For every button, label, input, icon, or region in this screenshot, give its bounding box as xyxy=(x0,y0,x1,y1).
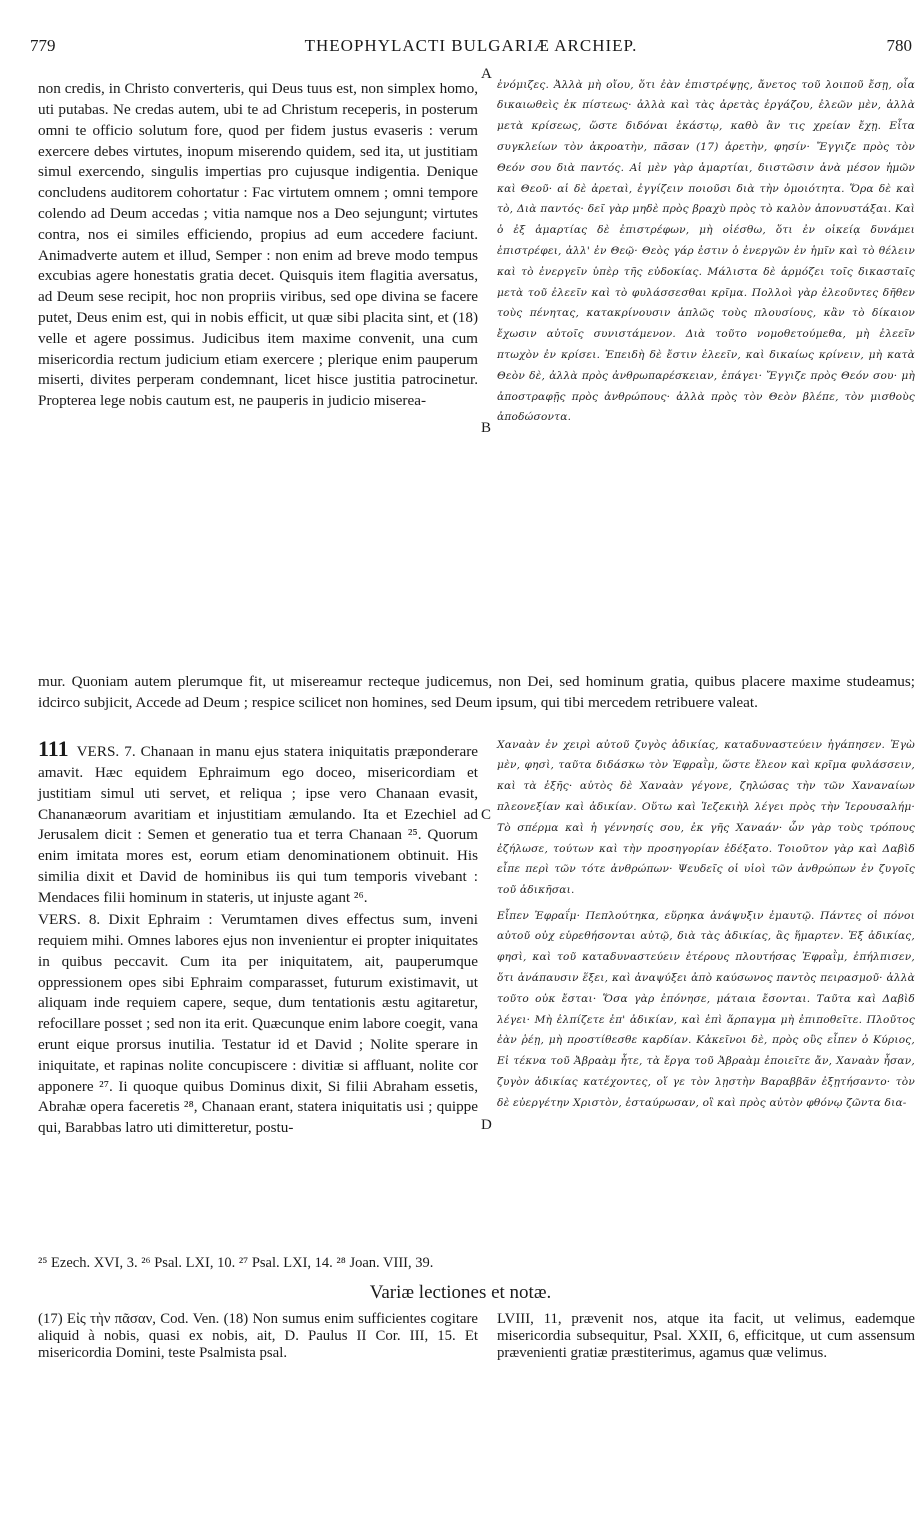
variae-lectiones-title: Variæ lectiones et notæ. xyxy=(369,1282,552,1303)
running-title: THEOPHYLACTI BULGARIÆ ARCHIEP. xyxy=(304,36,638,55)
margin-marker-d: D xyxy=(481,1117,492,1133)
notes-left-column: (17) Εἰς τὴν πᾶσαν, Cod. Ven. (18) Non sumus enim sufficientes cogitare aliquid à nobis, quasi ex nobis, ait, D. Paulus II Cor. III, 15. Et misericordia Domini, teste Psalmista psal. xyxy=(38,1311,478,1362)
greek-column-section-3 xyxy=(497,895,915,1251)
greek-column-section-1 xyxy=(497,64,915,656)
greek-paragraph-2: Χαναὰν ἐν χειρὶ αὐτοῦ ζυγὸς ἀδικίας, καταδυναστεύειν ἠγάπησεν. Ἐγὼ μὲν, φησὶ, ταῦτα διδάσκω τὸν Ἐφραῒμ, ὥστε ἔλεον καὶ κρῖμα φυλάσσειν, καὶ τὰ ἑξῆς· αὐτὸς δὲ Χαναὰν γέγονε, ζηλώσας τὴν τῶν Χαναναίων πλεονεξίαν καὶ ἀδικίαν. Οὕτω καὶ Ἰεζεκιὴλ λέγει πρὸς τὴν Ἱερουσαλήμ· Τὸ σπέρμα καὶ ἡ γέννησίς σου, ἐκ γῆς Χαναάν· ὧν γὰρ τοὺς τρόπους ἐζήλωσε, τούτων καὶ τὴν προσηγορίαν ἐδέξατο. Τοιοῦτον γὰρ καὶ Δαβὶδ εἶπε περὶ τῶν τότε ἀνθρώπων· Ψευδεῖς οἱ υἱοὶ τῶν ἀνθρώπων ἐν ζυγοῖς τοῦ ἀδικῆσαι. xyxy=(497,738,915,897)
greek-paragraph-3: Εἶπεν Ἐφραΐμ· Πεπλούτηκα, εὕρηκα ἀνάψυξιν ἐμαυτῷ. Πάντες οἱ πόνοι αὐτοῦ οὐχ εὑρεθήσονται αὐτῷ, διὰ τὰς ἀδικίας, ἃς ἥμαρτεν. Ἐξ ἀδικίας, φησὶ, καὶ τοῦ καταδυναστεύειν ἑτέρους πλουτήσας Ἐφραῒμ, ἐπήλπισεν, ὅτι ἀνάπαυσιν ἕξει, καὶ ἀναψύξει ἀπὸ καύσωνος παντὸς πειρασμοῦ· ἀλλὰ τοῦτο οὐκ ἔσται· Ὅσα γὰρ ἐπόνησε, μάταια ἔσονται. Ταῦτα καὶ Δαβὶδ λέγει· Μὴ ἐλπίζετε ἐπ' ἀδικίαν, καὶ ἐπὶ ἅρπαγμα μὴ ἐπιποθεῖτε. Πλοῦτος ἐὰν ῥέῃ, μὴ προστίθεσθε καρδίαν. Κἀκεῖνοι δὲ, πρὸς οὓς εἶπεν ὁ Κύριος, Εἰ τέκνα τοῦ Ἀβραὰμ ἦτε, τὰ ἔργα τοῦ Ἀβραὰμ ἐποιεῖτε ἄν, Χαναὰν ἦσαν, ζυγὸν ἀδικίας κατέχοντες, οἵ γε τὸν λῃστὴν Βαραββᾶν ἐξῃτήσαντο· τὸν δὲ εὐεργέτην Χριστὸν, ἐσταύρωσαν, οἳ καὶ πρὸς αὐτὸν φθόνῳ ζῶντα δια- xyxy=(497,909,915,1109)
latin-paragraph-1: non credis, in Christo converteris, qui Deus tuus est, non simplex homo, uti putabas. Ne credas autem, ubi te ad Christum receperis, in posterum omni te officio solutum fore, quod per fidem justus evaseris : verum exercere debes virtutes, inopum miserendo quidem, sed ita, ut justitiam simul exercendo, singulis impertias pro cujusque indigentia. Denique concludens auditorem cohortatur : Fac virtutem omnem ; omni tempore colendo ad Deum accedas ; vitia namque nos a Deo sejungunt; virtutes contra, nos ei similes efficiendo, propius ad eum accedere faciunt. Animadverte autem et illud, Semper : non enim ad breve modo tempus excubias agere honestatis gratia decet. Quisquis item flagitia aversatus, ad Deum sese recipit, hoc non propriis viribus, sed ope divina se facere putet, Deus enim est, qui in nobis efficit, ut quæ sibi placita sint, et (18) velle et agere possimus. Judicibus item maxime convenit, una cum misericordia rectum judicium etiam exercere ; plerique enim pauperum miserti, divites perperam condemnant, licet hisce justitia patrocinetur. Propterea lege nobis cautum est, ne pauperis in judicio miserea- xyxy=(38,80,478,410)
page-number-left: 779 xyxy=(30,36,56,55)
section-number: 111 xyxy=(38,736,69,762)
latin-column-section-2 xyxy=(38,724,478,906)
notes-right-column: LVIII, 11, prævenit nos, atque ita facit, ut velimus, eademque misericordia subsequitur, Psal. XXII, 6, efficitque, ut cum assensum prævenienti gratiæ præstiterimus, agamus quæ velimus. xyxy=(497,1311,915,1362)
greek-paragraph-1: ἐνόμιζες. Ἀλλὰ μὴ οἴου, ὅτι ἐὰν ἐπιστρέψῃς, ἄνετος τοῦ λοιποῦ ἔσῃ, οἷα δικαιωθεὶς ἐκ πίστεως· ἀλλὰ καὶ τὰς ἀρετὰς ἐργάζου, ἐλεῶν μὲν, ἀλλὰ μετὰ κρίσεως, ὥστε διδόναι ἑκάστῳ, καθὸ ἂν τις χρείαν ἔχῃ. Εἶτα συγκλείων τὸν ἀκροατὴν, πᾶσαν (17) ἀρετὴν, φησίν· Ἔγγιζε πρὸς τὸν Θεόν σου διὰ παντός. Αἱ μὲν γὰρ ἁμαρτίαι, διιστῶσιν ἀνὰ μέσον ἡμῶν καὶ Θεοῦ· αἱ δὲ ἀρεταὶ, ἐγγίζειν ποιοῦσι διὰ τὴν ὁμοιότητα. Ὅρα δὲ καὶ τὸ, Διὰ παντός· δεῖ γὰρ μηδὲ πρὸς βραχὺ πρὸς τὸ καλὸν ἀπονυστάξαι. Καὶ ὁ ἐξ ἁμαρτίας δὲ ἐπιστρέφων, μὴ οἰέσθω, ὅτι ἐν οἰκείᾳ δυνάμει ἐπιστρέφει, ἀλλ' ἐν Θεῷ· Θεὸς γάρ ἐστιν ὁ ἐνεργῶν ἐν ἡμῖν καὶ τὸ θέλειν καὶ τὸ ἐνεργεῖν ὑπὲρ τῆς εὐδοκίας. Μάλιστα δὲ ἁρμόζει τοῖς δικασταῖς μετὰ τοῦ ἐλεεῖν καὶ τὸ φυλάσσεσθαι κρῖμα. Πολλοὶ γὰρ ἐλεοῦντες δῆθεν τοὺς πένητας, κατακρίνουσιν ἁπλῶς τοὺς πλουσίους, κἂν τὸ δίκαιον ἔχωσιν αὐτοῖς συνιστάμενον. Διὰ τοῦτο νομοθετούμεθα, μὴ ἐλεεῖν πτωχὸν ἐν κρίσει. Ἐπειδὴ δὲ ἔστιν ἐλεεῖν, καὶ δικαίως κρίνειν, μὴ κατὰ Θεὸν δὲ, ἀλλὰ πρὸς ἀνθρωπαρέσκειαν, ἐπάγει· Ἔγγιζε πρὸς Θεόν σου· μὴ ἀποστραφῇς πρὸς ἀνθρώπους· ἀλλὰ πρὸς τὸν Θεὸν βλέπε, τὸν μισθοὺς ἀποδώσοντα. xyxy=(497,78,915,424)
latin-column-section-1 xyxy=(38,64,478,656)
bridge-paragraph xyxy=(38,657,915,721)
running-header xyxy=(30,36,912,60)
latin-column-section-3 xyxy=(38,895,478,1251)
scripture-footnotes: ²⁵ Ezech. XVI, 3. ²⁶ Psal. LXI, 10. ²⁷ Psal. LXI, 14. ²⁸ Joan. VIII, 39. xyxy=(38,1255,434,1271)
margin-marker-a: A xyxy=(481,66,492,82)
latin-paragraph-3: VERS. 8. Dixit Ephraim : Verumtamen dives effectus sum, inveni requiem mihi. Omnes labores ejus non invenientur ei propter iniquitates in quibus peccavit. Cum ita per iniquitatem, ait, pauperumque oppressionem opes sibi Ephraim comparasset, futurum existimavit, ut aliquam inde requiem capere, seque, dum tentationis æstu agitaretur, refocillare posset ; sed non ita erit. Quæcunque enim labore coegit, vana erunt eique prorsus inutilia. Testatur id et David ; Nolite sperare in iniquitate, et rapinas nolite concupiscere : divitiæ si affluant, nolite cor apponere ²⁷. Ii quoque quibus Dominus dixit, Si filii Abraham essetis, Abrahæ opera faceretis ²⁸, Chanaan erant, statera iniquitatis usi ; quippe qui, Barabbas latro uti dimitteretur, postu- xyxy=(38,911,478,1137)
page-number-right: 780 xyxy=(886,36,912,55)
greek-column-section-2 xyxy=(497,724,915,897)
bridge-text: mur. Quoniam autem plerumque fit, ut misereamur recteque judicemus, non Dei, sed hominum gratia, quibus placere maxime studeamus; idcirco subjicit, Accede ad Deum ; respice scilicet non homines, sed Deum ipsum, qui tibi mercedem retribuere valeat. xyxy=(38,673,915,711)
latin-paragraph-2: VERS. 7. Chanaan in manu ejus statera iniquitatis præponderare amavit. Hæc equidem Ephraimum ego doceo, misericordiam et justitiam simul uti servet, et reliqua ; ipse vero Chanaan evasit, Chananæorum avaritiam et injustitiam æmulando. Ita et Ezechiel ad Jerusalem dicit : Semen et generatio tua et terra Chanaan ²⁵. Quorum enim imitata mores est, eorum etiam denominationem obtinuit. His similia dixit et David de hominibus iis qui tum temporis vivebant : Mendaces filii hominum in stateris, ut injuste agant ²⁶. xyxy=(38,743,478,906)
margin-marker-c: C xyxy=(481,807,492,823)
margin-marker-b: B xyxy=(481,420,492,436)
